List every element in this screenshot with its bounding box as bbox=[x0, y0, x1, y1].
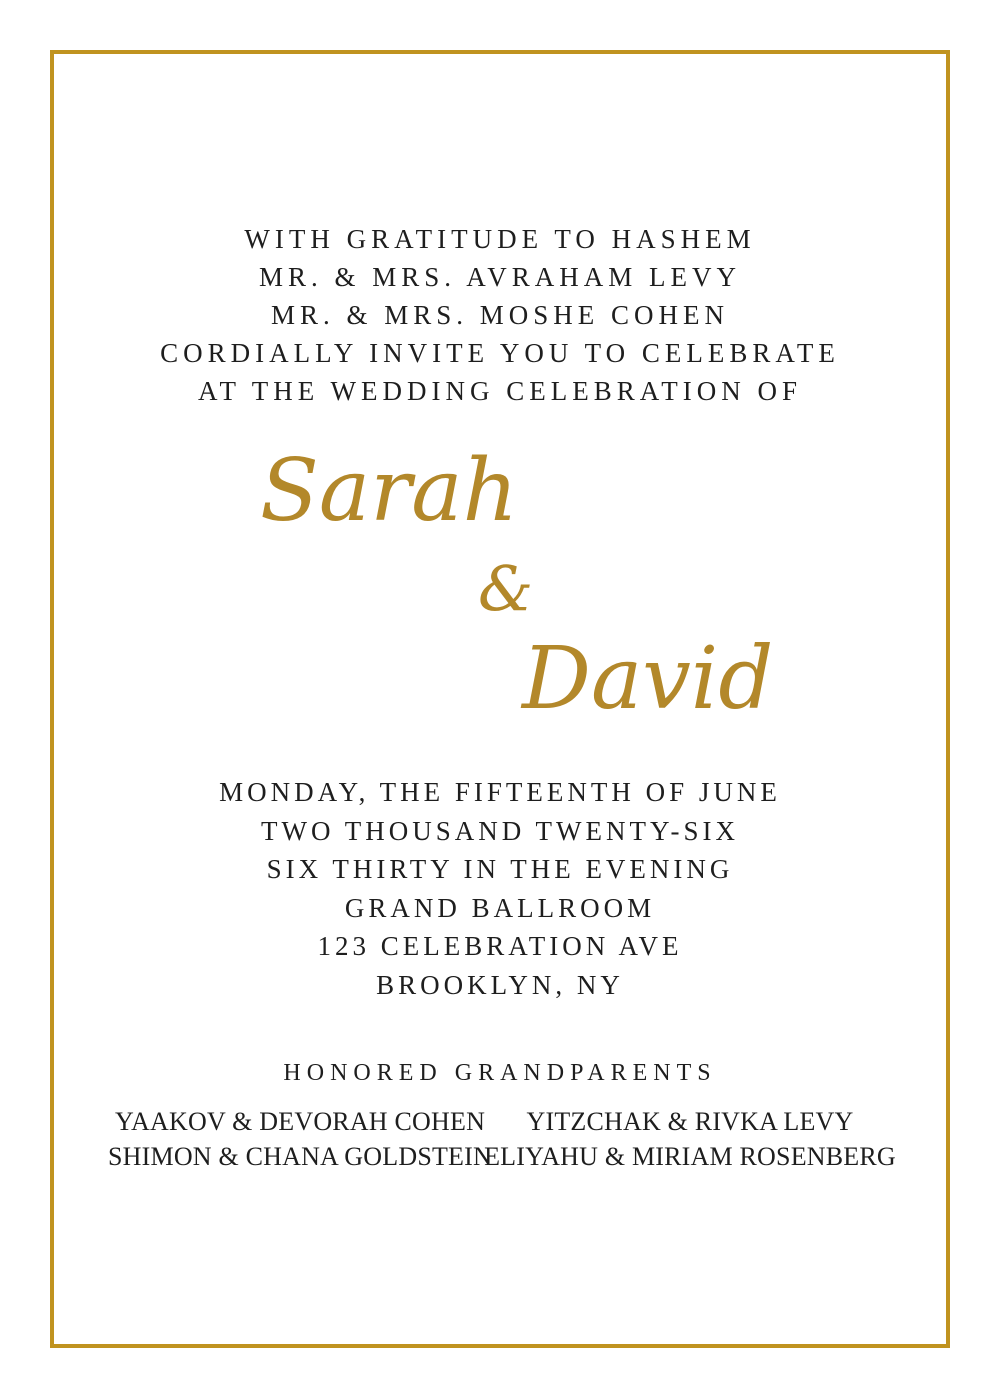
groom-name: David bbox=[522, 629, 774, 729]
event-details-block bbox=[0, 773, 1000, 1004]
grandparents-name: ELIYAHU & MIRIAM ROSENBERG bbox=[484, 1142, 896, 1171]
grandparents-left-column bbox=[90, 1104, 510, 1174]
event-year-line: TWO THOUSAND TWENTY-SIX bbox=[261, 815, 739, 846]
gratitude-line: WITH GRATITUDE TO HASHEM bbox=[244, 224, 756, 254]
grandparents-right-column bbox=[480, 1104, 900, 1174]
ampersand-flourish: & bbox=[478, 552, 534, 625]
host-announcement-block bbox=[0, 220, 1000, 410]
grandparents-heading: HONORED GRANDPARENTS bbox=[283, 1060, 717, 1086]
occasion-line: AT THE WEDDING CELEBRATION OF bbox=[198, 376, 802, 406]
grandparents-name: YAAKOV & DEVORAH COHEN bbox=[114, 1107, 486, 1136]
venue-city-line: BROOKLYN, NY bbox=[376, 969, 624, 1000]
venue-address-line: 123 CELEBRATION AVE bbox=[317, 931, 683, 961]
event-time-line: SIX THIRTY IN THE EVENING bbox=[266, 854, 734, 884]
event-date-line: MONDAY, THE FIFTEENTH OF JUNE bbox=[219, 777, 781, 807]
invite-line: CORDIALLY INVITE YOU TO CELEBRATE bbox=[160, 338, 840, 368]
host-parents-line-2: MR. & MRS. MOSHE COHEN bbox=[270, 300, 730, 330]
host-parents-line-1: MR. & MRS. AVRAHAM LEVY bbox=[258, 262, 742, 292]
bride-name: Sarah bbox=[260, 441, 518, 541]
grandparents-name: SHIMON & CHANA GOLDSTEIN bbox=[108, 1142, 492, 1171]
venue-name-line: GRAND BALLROOM bbox=[344, 892, 656, 923]
grandparents-name: YITZCHAK & RIVKA LEVY bbox=[526, 1107, 854, 1136]
